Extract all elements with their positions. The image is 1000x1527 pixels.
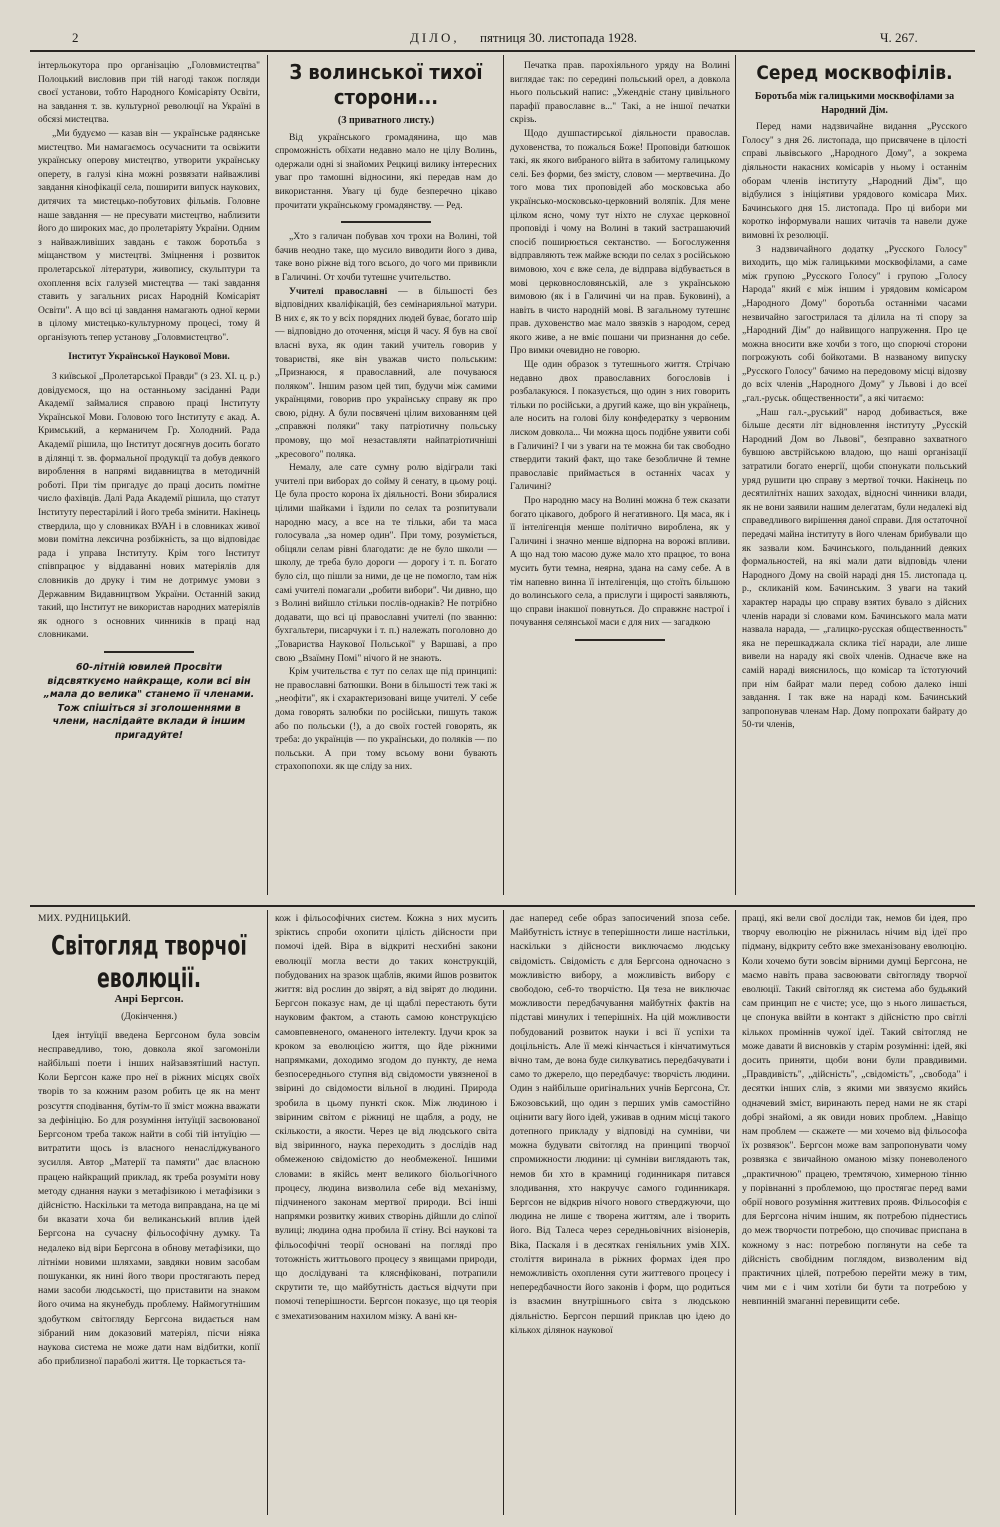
col4-paragraph: Перед нами надзвичайне видання „Русского Голосу" з дня 26. листопада, що присвячене в цілості справі львівського „Народного Дому", а зокрема діяльности накасних комісарів у ньому і останнім оборам членів інституту „Народний Дім", що відбулися з ініціятиви урядового комісара Мих. Бачинського дня 15. листопада. Про ці вибори ми коротко інформували наших читачів та навели дуже вимовні їх резолюції. (742, 122, 967, 241)
column-rule (503, 910, 504, 1515)
column-rule (267, 910, 268, 1515)
col4-paragraph: „Наш гал.-„руський" народ добивається, вже більше десяти літ відновлення інституту „Русскій Народний Дом во Львові", безправно захватного бувшою австрійською владою, що наші організації затратили богато енергії, щоби спонукати польський уряд рушити цю справу з мертвої точки. Накінець по десятилітніх наших заходах, відносні чинники влади, як не вони заявили нашим делегатам, були недалекі від справедливого вирішення даної справи. Для остаточної передачі майна інституту в його членам брибували що як зазвали ком. Бачинського, польданний деяких формальностей, на які мали дати відповідь члени Народного Дому на своїй нараді дня 15. листопада ц. р., скликаній ком. Бачинським. З уваги на такий характер нарады цю справу взятих бувало з дійсних членів наради зі словами ком. Бачинського мала мати назвала нарада, — „галицко-русская общественность" яка не перешкаджала склика тієї наради, але лише вивели на нараду які своїх членів. Однаєче вже на самій нараді вияснилось, що комісар та їстотуючий при нім байрат мали перед собою далеко інші завдання. І так вже на нараді ком. Бачинський запропонував членам Нар. Дому попрохати байрату до 50-ти членів, (742, 407, 967, 731)
article-column-3 (510, 912, 730, 1512)
article-column-4 (742, 912, 967, 1512)
col2-heading: Учителі православні (289, 286, 388, 297)
masthead: ДІЛО, (410, 30, 460, 45)
col1-notice: 60-літній ювилей Просвіти відсвяткуємо найкраще, коли всі він „мала до велика" станемо її членами. Тож спішіться зі зголошеннями в члени, наслідайте вклади й іншим пригадуйте! (43, 661, 255, 741)
article-author: МИХ. РУДНИЦЬКИЙ. (38, 914, 131, 924)
separator (575, 639, 665, 641)
column-4 (742, 60, 967, 900)
page-number: 2 (72, 30, 79, 45)
issue-number: Ч. 267. (880, 30, 918, 45)
column-2 (275, 60, 497, 900)
separator (104, 651, 194, 653)
col2-title: З волинської тихої сторони... (289, 60, 483, 109)
col2-subtitle: (З приватного листу.) (337, 115, 435, 126)
col2-paragraph: — в більшості без відповідних кваліфікацій, без семінарияльної матури. В них є, як то у всіх порядних людей буває, богато шір — відповідно до оточення, місця й часу. Я був на свої власні вуха, як один такий учитель говорив у товаристві, яке він уважав чисто польським: „Признаюся, я православний, але почуваюся поляком". Іншим разом цей тип, будучи між самими українцями, говорив про українську справу як про свою, рідну. А були посвячені цілим вихованням цей „справжні поляки" таку патріотичну польську промову, що мої незаставляти найпатріотичніші „кресового" поляка. (275, 286, 497, 460)
article-text: праці, які вели свої досліди так, немов би ідея, про творчу еволюцію не ріжнилась нічим від ідеї про підману, відкриту себто вже змеханізовану еволюцію. Коли хочемо бути зовсім вірними думці Бергсона, не маємо навіть права засвоювати світогляду творчої еволюції. Такий світогляд як система або будьякий сам принцип не є чисте; усе, що з нього лишається, це спонука ввійти в контакт з дійсністю про світлі кількох проміннів чужої ідеї. Такий світогляд не може давати й висновків у старім розумінні: ідей, які досить приняти, щоби вони були правдивими. „Правдивість", „дійсність", „свідомість", „свобода" і десятки інших слів, з якими ми звязуємо якийсь одначевий зміст, виринають перед нами не як старі добрі знайомі, а як овиди нових проблем. „Навіщо нам проблем — скажете — ми хочемо від фільософа їх розвязок". Бергсон може вам запропонувати чому розвязка є звичайною оманою мізку поневоленого „практичною" працею, тремтячою, химерною тінню у порівнанні з проблемою, що простягає перед вами обрії нового розуміння життевих прояв. Фільософія є для Бергсона нічим іншим, як потребою піднестись до меж творчости потребою, що спочиває приспана в кожному з нас: потребою поглянути на себе та дійсність свобідним поглядом, визволеним від практичних цілей, потребою перейти межу в тим, чим ми є і чим хотіли би бути та потребою у невпинній змаганні перевищити себе. (742, 913, 967, 1308)
col2-paragraph: „Хто з галичан побував хоч трохи на Волині, той бачив неодно таке, що мусило виводити його з дива, таке воно ріжне від того всього, до чого ми привикли в Галичині. От хочби тутешнє учительство. (275, 232, 497, 283)
column-rule (735, 55, 736, 895)
col1-heading: Інститут Української Наукової Мови. (68, 352, 230, 363)
article-text: Ідея інтуїції введена Бергсоном була зовсім несправедливо, тою, довкола якої загомоніли найбільші поети і інших найзавзятіший наступ. Коли Бергсон каже про неї в ріжних місцях своїх творів то за кожним разом робить це як на мент розсуття сподівання, бутім-то її зміст можна вважати за дефініцію. Бо для розуміння інтуїції засвоюваної Бергсоном треба також найти в собі тій інтуїцію — витратити щось із власного ненасліджуваного зусилля. Автор „Матерії та памяти" дає власною працею найкращий приклад, як треба розуміти нову методу єднання науки з метафізикою і метафізики з дійсністю. Наскільки та метода виправдана, на це мі би вказати хоча би великанський вплив ідей Бергсона на сучасну фільософічну думку. Та недалеко від віри Бергсона в обнову метафізики, що літніми новими шляхами, завдяки новим засобам пошуканки, як нині його твори простягають перед нами засоби людськості, що приставити на знаком його очима на якунебудь проблему. Наймогутнішим здобутком світогляду Бергсона видається нам зібраний ним доказовий матеріял, пісчи ніяка наукова система не може дати нам відбитки, копії або приблизної параболі життя. Це торкається та- (38, 1029, 260, 1368)
col4-title: Серед москвофілів. (756, 62, 953, 84)
column-3 (510, 60, 730, 900)
article-title: Світогляд творчої еволюції. (51, 930, 247, 994)
article-column-1 (38, 912, 260, 1512)
article-text: кож і фільософічних систем. Кожна з них мусить зріктись спроби охопити цілість дійсности при помочі ідей. Віра в відкриті несхибні закони еволюції могла вести до таких конструкцій, побудованих на зразок щаблів, якими йшов розвиток життя: від рослин до звірят, а від звірят до людини. Бергсон показує нам, де ці щаблі перестають бути науковим фактом, а стають самою конструкцією самовпевненого, оманеного інтелекту. Ідучи крок за кроком за еволюцією життя, що йде ріжними напрямками, доходимо згодом до пункту, де нема безпосереднього ступня від свідомости увязненої в звірині до свідомости вільної в людині. Природа зробила в цьому пункті скок. Між людиною і звіриним світом є ріжниці не щабля, а роду, не скількости, а якости. Через це від людського світа від звіринного, наука переходить з дослідів над обмеженою свідомістю до необмеженої. Іншими словами: в якійсь мент великого біольогічного процесу, людина визволила себе від механізму, підчиненого законам мертвої природи. Всі інші напрямки розвитку живих створінь дійшли до сліпої вулиці; людина одна пробила її стіну. Всі наукові та фільософічні теорії основані на погляді про тотожність життьового процесу з явищами природи, що дослідувані та кляснфіковані, потрапили скрутити те, що майбутність дається відчути при помочі теперішности. Бергсон показує, що ця теорія є змехатизованим нахилом мізку. А вані кн- (275, 913, 497, 1322)
col4-paragraph: З надзвичайного додатку „Русского Голосу" виходить, що між галицькими москвофілами, а саме між групою „Русского Голосу" і групою „Голосу Народа" який є між іншим і урядовим комісаром „Народного Дому" боротьба останніми часами незвичайно загострилася та ділила на ті спору за „Народний Дім" до найвищого напруження. Про це можна вносити вже хочби з того, що спорючі сторони погрожують собі бойкотами. В названому випуску „Русского Голосу" бачимо на передовому місці відозву до всіх членів „Народного Дому" у Львові і до всеї „гал.-руськ. общественности", а які читаємо: (742, 244, 967, 405)
col3-paragraph: Щодо душпастирської діяльности православ. духовенства, то пожалься Боже! Проповіди батюшок такі, як якого вибраного війта в забитому галицькому селі. Без форми, без змісту, словом — мертвечина. До того мова тих проповідей або московська або українсько-московсько-церковний воляпік. Для мене цілком ясно, чому тут ніхто не слухає церковної проповіді і чому на Волині в такий застрашаючий спосіб поширюється сектанство. — Богослуження відправляють теж майже всюди по селах з російською вимовою, хоч є вже села, де відправа відбувається в мові церковнословянській, але з українською вимовою (як і в Галичині чи на прав. Буковині), а навіть в чисто народній мові. В загальному тутешнє прав. духовенство має мало звязків з народом, серед якого живе, а не вміє пошани чи признання до себе. Про вимки очевидно не говорю. (510, 128, 730, 357)
issue-date: пятниця 30. листопада 1928. (480, 30, 638, 45)
col1-paragraph: З київської „Пролетарської Правди" (з 23. XI. ц. р.) довідуємося, що на останньому засіданні Ради Академії займалися справою праці Інституту Української Мови. Головою того Інституту є акад. А. Кримський, а керманичем Гр. Холодний. Рада Академії рішила, що Інститут досягнув досить богато в ділянці т. зв. формальної продукції та добув деякого вироблення в напрямі видавництва в методичній роботі. При тім пригадує до праці досить помітне число фахівців. Далі Рада Академії рішила, що статут Інституту перестарілий і його треба змінити. Накінець ствердила, що у словниках ВУАН і в словниках живої мови помітна лексична розбіжність, за що відповідає рада і управа Інституту. Крім того Інститут співпрацює у віддаванні нових матеріялів для словників до друку і тим не дотримує умови з Державним Видавництвом України. Останній закид такий, що Інститут не використав народних матеріялів як одного з основних чинників в праці над словниками. (38, 372, 260, 641)
section-rule (30, 905, 975, 907)
column-rule (503, 55, 504, 895)
col2-paragraph: Немалу, але сате сумну ролю відіграли такі учителі при виборах до сойму й сенату, в цьому році. Це була просто корона їх діяльності. Вони збиралися цілими шайками і їздили по селах та розпитували народню масу, а все на те тільки, аби та маса голосувала „за номер один". При тому, розуміється, обіцяли селам рівні благодати: де не було школи — школу, де треба було дороги — дорогу і т. п. Богато було сіл, що пішли за ними, де це не помогло, там ніж самі учителі помагали „робити вибори". Чи дивно, що з Волині вийшло стільки послів-однаків? Не потрібно додавати, що всі ці православні учителі (по званню: бухгальтери, писарчуки і т. п.) належать поголовно до „Товариства Наукової Польської" у Варшаві, а про свою „Взаїмну Помі" нічого й не знають. (275, 463, 497, 664)
article-subtitle: Анрі Бергсон. (114, 993, 184, 1006)
col2-paragraph: Від українського громадянина, що мав спроможність обїхати недавно мало не цілу Волинь, одержали одні зі знайомих Рецкиці вилику інтересних уваг про тамошні відносини, які передав нам до використання. Увагу ці буде безперечно цікаво прочитати українському громадянству. — Ред. (275, 132, 497, 211)
col4-subtitle: Боротьба між галицькими москвофілами за Народний Дім. (754, 91, 955, 116)
separator (341, 221, 431, 223)
col1-paragraph: „Ми будуємо — казав він — українське радянське мистецтво. Ми намагаємось осучаснити та освіжити українську оперову мистецтво, утворити українську оперету, в галузі кіна можні розвязати найважливі завдання кінофікації села, поширити випуск наукових, дитячих та мистецько-побутових фільмів. Головне наше завдання — не пресувати мистецтво, наблизити його до широких мас, до пролетаріяту України. Одним з найважливіших завдань є також боротьба з міщанством у мистецтві. Зміцнення і розвиток пролетарської літератури, живопису, скульптури та охоплення всіх галузей мистецтва — такі завдання ставить у загальних рисах Народній Комісаріят Освіти". А що всі ці завдання намагають одної керми в цілому мистецько-культурному процесі, тому й організують тепер установу „Головмистецтво". (38, 128, 260, 343)
col3-paragraph: Про народню масу на Волині можна б теж сказати богато цікавого, доброго й негативного. Ця маса, як і її інтелігенція менше політично вироблена, як у Галичині і значно менше відпорна на ворожі впливи. А що над тою масою дуже мало хто працює, то вона мусить бути темна, неярна, здана на саму себе. А в тім напевно винна її інтелігенція, що стоїть більшою до волинського села, а прислуги і щирості заявляють, що справи інакшої повнуться. До справжнє настрої і почування селянської маси є для них — загадкою (510, 496, 730, 629)
column-rule (267, 55, 268, 895)
col3-paragraph: Ще один образок з тутешнього життя. Стрічаю недавно двох православних богословів і розбалакуюся. І показується, що один з них говорить тільки по російськи, а другий каже, що він українець, але носить на голові білу конфедератку з червоним лиском довкола... Чи можна щось подібне уявити собі в Галичині? І чи з уваги на те можна би так свободно ствердити такий факт, що таке безобличне й темне православіє приймається в останніх часах у Галичині? (510, 360, 730, 493)
col1-paragraph: інтерльокутора про організацію „Головмистецтва" Полоцький висловив при тій нагоді також погляди своєї установи, тобто Народного Комісаріяту Освіти, на завдання т. зв. культурної революції на Україні в обсязі мистецтва. (38, 61, 260, 126)
article-column-2 (275, 912, 497, 1512)
column-rule (735, 910, 736, 1515)
col3-paragraph: Печатка прав. парохіяльного уряду на Волині виглядає так: по середині польський орел, а довкола нього польський напис: „Ужендніє стану цивільного парафії православнє в..." Такі, а не іншої печатки скрізь. (510, 61, 730, 126)
col2-paragraph: Крім учительства є тут по селах ще під принципі: не православні батюшки. Вони в більшості теж такі ж „неофіти", як і схарактеризовані вище учителі. У себе дома говорять залюбки по російськи, пишуть також або по польськи (!), а до своїх гостей говорять, як треба: до українців — по українськи, до поляків — по польськи. А при тому всьому вони бувають страхопопохи. як ще сліду за них. (275, 667, 497, 773)
article-text: дає наперед себе образ запосичений зпоза себе. Майбутність істнує в теперішности лише настільки, наскільки з дійсности виключаємо людську свідомість. Свідомість є для Бергсона одночасно з можливістю вибору, а можливість вибору є свободою, себ-то творчістю. Ця теза не виключає можливости передбачування майбутніх фактів на підставі минулих і теперішніх. На цій можливости побудований розвиток науки і всі її успіхи та доцільність. Алe її межі кінчається і кінчатимуться вічно там, де вона буде силкуватись передбачувати і само то джерело, що передбачує: творчість людини. Один з найбільше оригінальних учнів Бергсона, Ст. Бжозовський, що один з перших умів самостійно оцінити вагу його ідей, уживав в одним місці такого дотепного прикладу у відповіді на сумніви, чи можна будувати світогляд на принципі творчої спромижности людини: ці сумніви виглядають так, немов би хто в крамниці годинникаря питався злодивання, хто накручує самого годинникаря. Бергсон не відкрив нічого нового стверджуючи, що людина не лише є творена життям, але і творить його. Від Талеса через середньовічних візіонерів, Віка, Паскаля і в десятках геніяльних умів XIX. століття виринала в ріжних формах ідея про неможливість охоплення сути життевого процесу і непередбачности його законів і форм, що родиться із взаємин внутрішнього світа з людською діяльністю. Бергсон перший приклав цю ідею до кількох ділянок наукової (510, 913, 730, 1336)
article-note: (Докінчення.) (121, 1012, 177, 1023)
header-rule (30, 50, 975, 52)
column-1 (38, 60, 260, 900)
